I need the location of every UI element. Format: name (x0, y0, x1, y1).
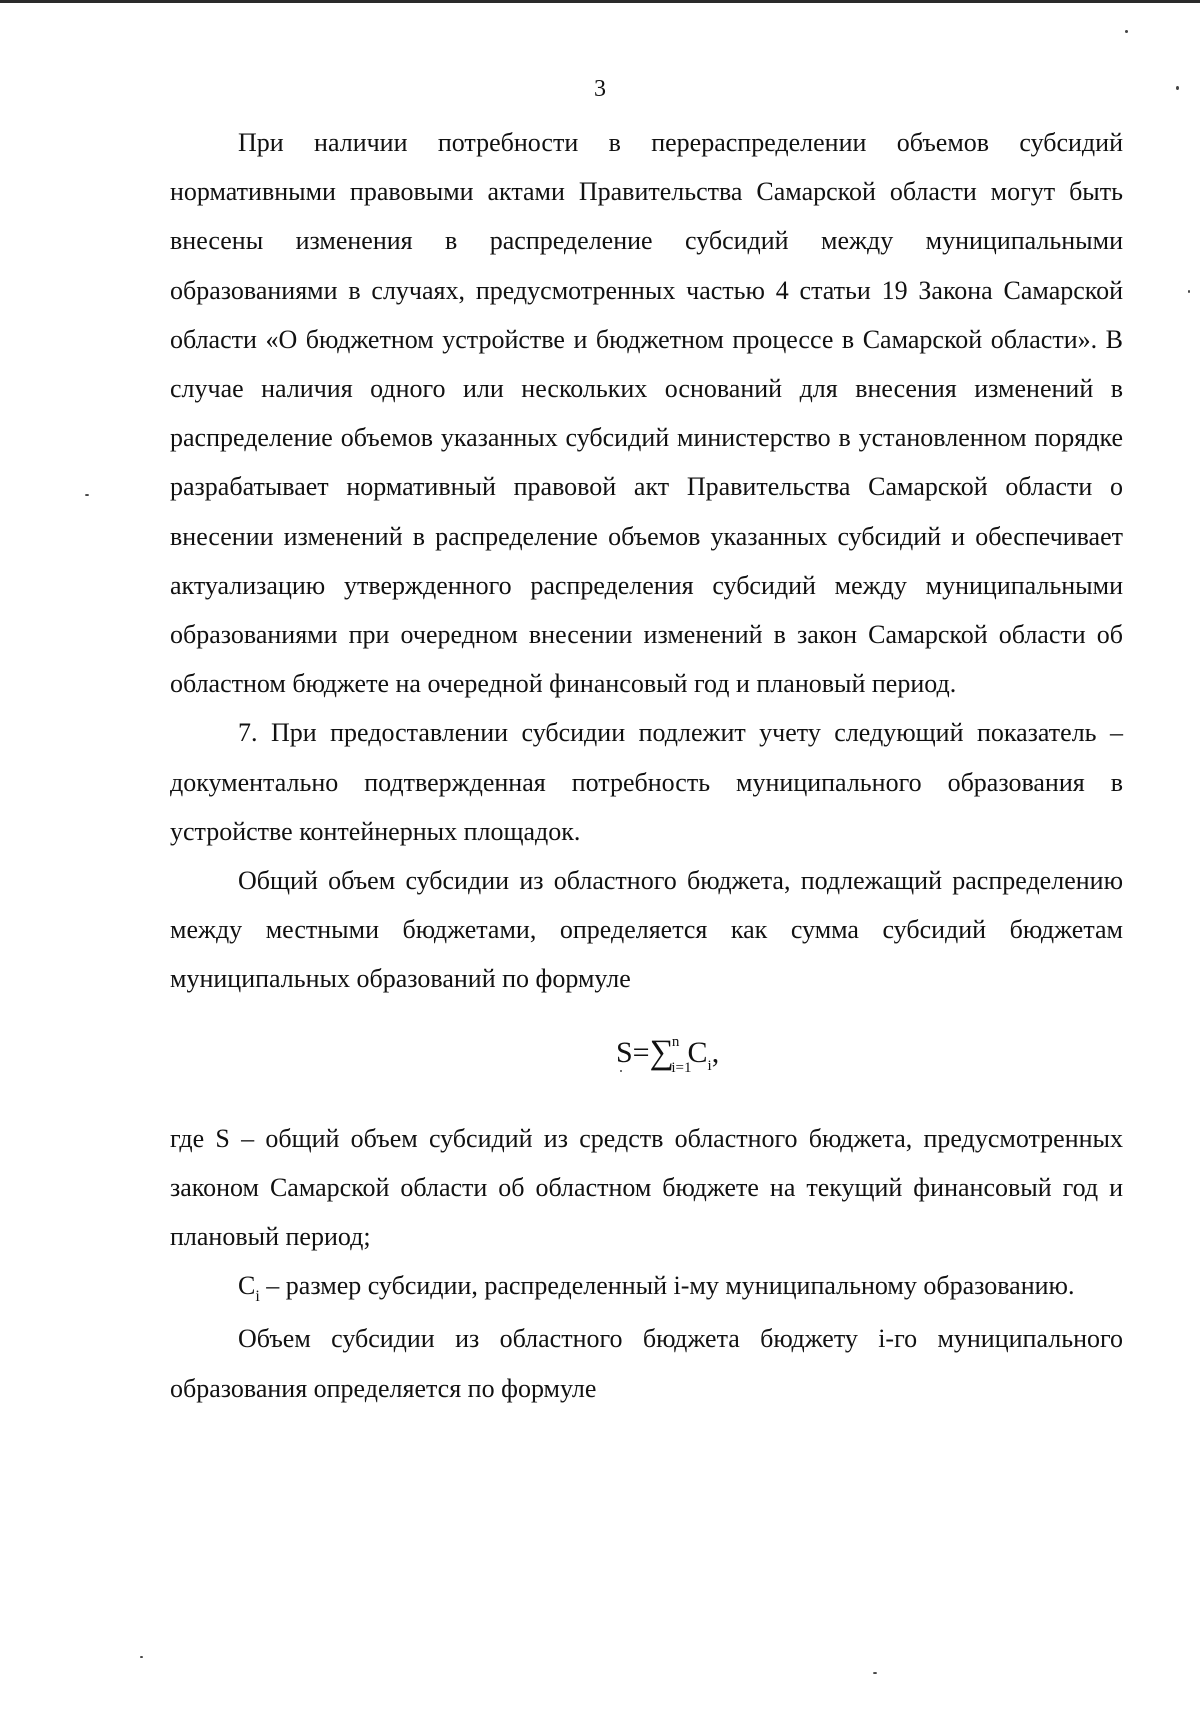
page-number: 3 (594, 76, 606, 102)
paragraph-ci-definition (170, 1261, 1123, 1314)
paragraph-redistribution: При наличии потребности в перераспределении объемов субсидий нормативными правовыми актами Правительства Самарской области могут быть внесены изменения в распределение субсидий между муниципальными образованиями в случаях, предусмотренных частью 4 статьи 19 Закона Самарской области «О бюджетном устройстве и бюджетном процессе в Самарской области». В случае наличия одного или нескольких оснований для внесения изменений в распределение объемов указанных субсидий министерство в установленном порядке разрабатывает нормативный правовой акт Правительства Самарской области о внесении изменений в распределение объемов указанных субсидий и обеспечивает актуализацию утвержденного распределения субсидий между муниципальными образованиями при очередном внесении изменений в закон Самарской области об областном бюджете на очередной финансовый год и плановый период. (170, 128, 1123, 699)
formula-lhs: S= (616, 1035, 650, 1069)
top-border-line (0, 0, 1200, 3)
document-body (170, 118, 1123, 1413)
scan-speck (873, 1672, 877, 1674)
ci-symbol: C (238, 1271, 256, 1301)
paragraph-total-subsidy: Общий объем субсидии из областного бюджета, подлежащий распределению между местными бюджетами, определяется как сумма субсидий бюджетам муниципальных образований по формуле (170, 866, 1123, 994)
sigma-lower-limit: i=1 (671, 1059, 692, 1076)
ci-definition-text: – размер субсидии, распределенный i-му муниципальному образованию. (259, 1271, 1075, 1301)
sigma-upper-limit: n (671, 1033, 680, 1050)
formula-trailing: , (711, 1035, 720, 1069)
scan-speck (620, 1070, 622, 1072)
scan-speck (1188, 290, 1190, 293)
formula-term: C (687, 1035, 708, 1069)
paragraph-where-s: где S – общий объем субсидий из средств областного бюджета, предусмотренных законом Самарской области об областном бюджете на текущий финансовый год и плановый период; (170, 1123, 1123, 1252)
formula-term-subscript: i (707, 1057, 712, 1074)
scan-speck (85, 494, 89, 496)
scan-speck (1125, 30, 1128, 33)
sum-formula-expression (616, 1034, 719, 1076)
sigma-symbol: ∑ (649, 1033, 674, 1071)
paragraph-municipal-volume: Объем субсидии из областного бюджета бюджету i-го муниципального образования определяется по формуле (170, 1324, 1123, 1403)
scan-speck (1176, 86, 1179, 90)
scan-speck (140, 1656, 143, 1658)
paragraph-item-7: 7. При предоставлении субсидии подлежит учету следующий показатель – документально подтвержденная потребность муниципального образования в устройстве контейнерных площадок. (170, 718, 1123, 846)
ci-subscript: i (255, 1288, 260, 1306)
sum-formula (170, 1004, 1123, 1114)
